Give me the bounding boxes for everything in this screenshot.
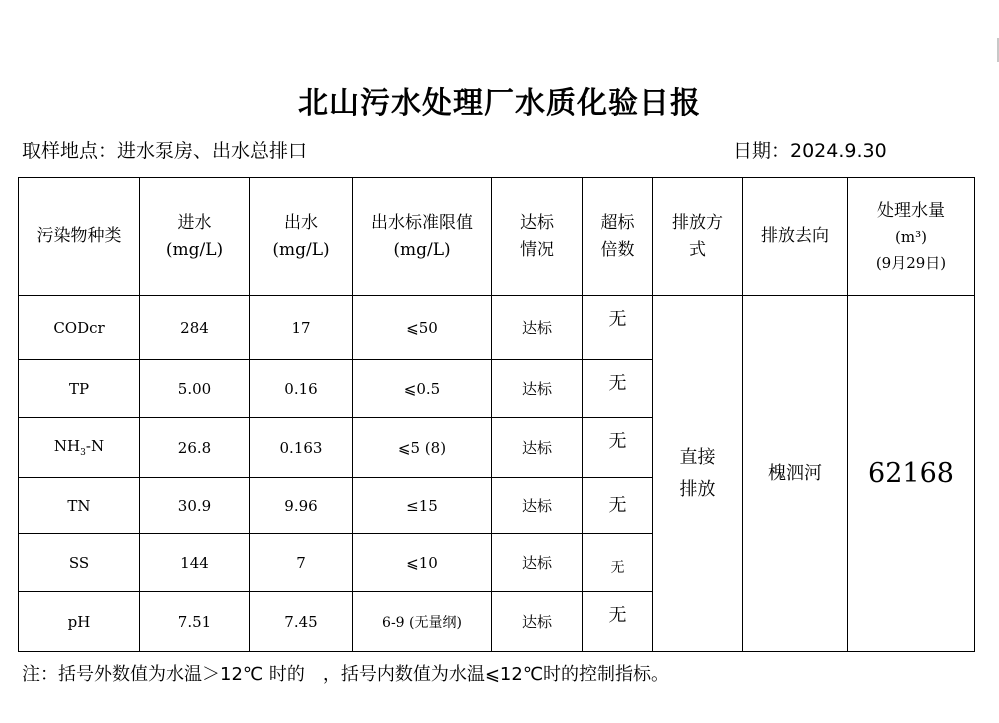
- pollutant-name: TP: [19, 360, 140, 418]
- inflow-value: 144: [140, 534, 250, 592]
- status-value: 达标: [492, 592, 583, 652]
- outflow-value: 17: [250, 296, 353, 360]
- status-value: 达标: [492, 360, 583, 418]
- limit-value: ⩽10: [353, 534, 492, 592]
- outflow-value: 0.16: [250, 360, 353, 418]
- sampling-location: 取样地点：进水泵房、出水总排口: [22, 140, 308, 162]
- pollutant-name: $NH_3-N$: [19, 418, 140, 478]
- pollutant-name: TN: [19, 478, 140, 534]
- header-limit: 出水标准限值 (mg/L): [353, 178, 492, 296]
- inflow-value: 284: [140, 296, 250, 360]
- exceed-value: 无: [583, 534, 653, 592]
- status-value: 达标: [492, 296, 583, 360]
- outflow-value: 7.45: [250, 592, 353, 652]
- status-value: 达标: [492, 534, 583, 592]
- inflow-value: 30.9: [140, 478, 250, 534]
- treated-volume: 62168: [848, 296, 975, 652]
- table-row: [19, 296, 975, 360]
- pollutant-name: pH: [19, 592, 140, 652]
- outflow-value: 0.163: [250, 418, 353, 478]
- water-quality-table: [18, 177, 975, 652]
- header-exceed: 超标 倍数: [583, 178, 653, 296]
- pollutant-name: CODcr: [19, 296, 140, 360]
- report-date: 日期：2024.9.30: [733, 140, 887, 162]
- limit-value: 6-9 (无量纲): [353, 592, 492, 652]
- header-pollutant: 污染物种类: [19, 178, 140, 296]
- header-method: 排放方 式: [653, 178, 743, 296]
- outflow-value: 7: [250, 534, 353, 592]
- header-status: 达标 情况: [492, 178, 583, 296]
- inflow-value: 26.8: [140, 418, 250, 478]
- header-row: [19, 178, 975, 296]
- limit-value: ⩽0.5: [353, 360, 492, 418]
- exceed-value: 无: [583, 418, 653, 478]
- header-inflow: 进水 (mg/L): [140, 178, 250, 296]
- limit-value: ≤15: [353, 478, 492, 534]
- exceed-value: 无: [583, 296, 653, 360]
- outflow-value: 9.96: [250, 478, 353, 534]
- pollutant-name: SS: [19, 534, 140, 592]
- exceed-value: 无: [583, 478, 653, 534]
- inflow-value: 7.51: [140, 592, 250, 652]
- status-value: 达标: [492, 478, 583, 534]
- exceed-value: 无: [583, 360, 653, 418]
- exceed-value: 无: [583, 592, 653, 652]
- inflow-value: 5.00: [140, 360, 250, 418]
- discharge-destination: 槐泗河: [743, 296, 848, 652]
- status-value: 达标: [492, 418, 583, 478]
- limit-value: ⩽5 (8): [353, 418, 492, 478]
- footnote: 注：括号外数值为水温＞12℃ 时的 ，括号内数值为水温⩽12℃时的控制指标。: [22, 664, 670, 685]
- limit-value: ⩽50: [353, 296, 492, 360]
- report-title: 北山污水处理厂水质化验日报: [298, 86, 701, 121]
- header-destination: 排放去向: [743, 178, 848, 296]
- discharge-method: 直接 排放: [653, 296, 743, 652]
- header-outflow: 出水 (mg/L): [250, 178, 353, 296]
- header-volume: 处理水量 (m³) (9月29日): [848, 178, 975, 296]
